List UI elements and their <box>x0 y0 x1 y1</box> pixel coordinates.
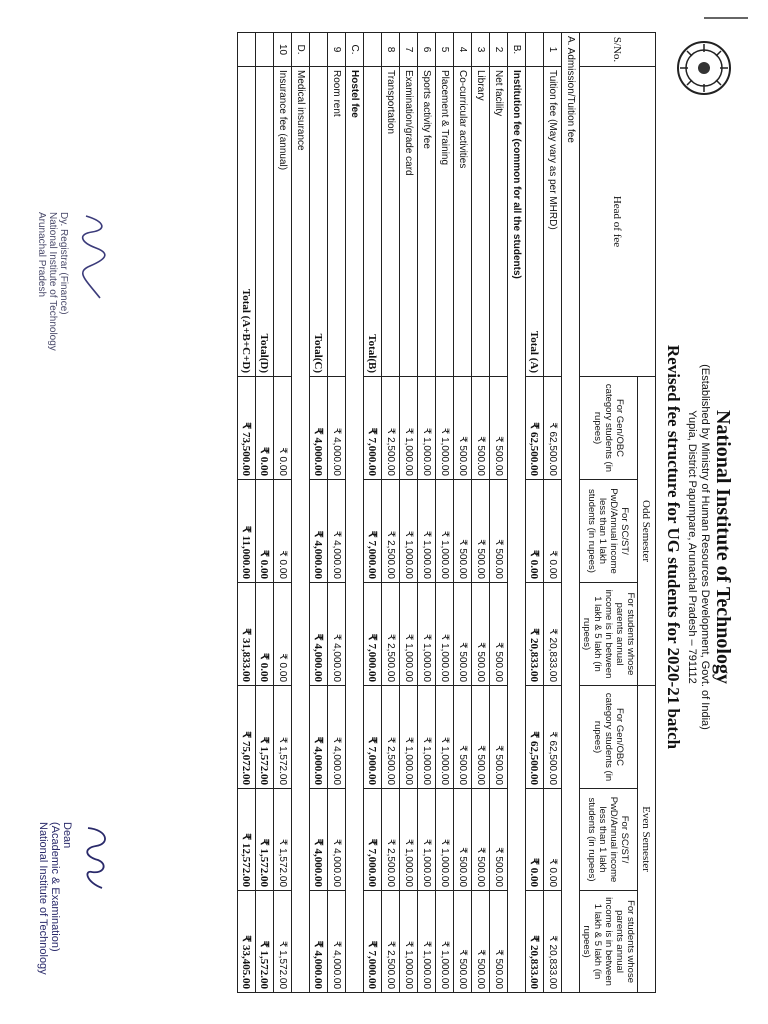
row-number: 6 <box>418 33 436 67</box>
odd-income-header: For students whose parents annual income is in between 1 lakh & 5 lakh (in rupees) <box>580 583 638 686</box>
grand-total-label: Total (A+B+C+D) <box>238 67 256 377</box>
total-value: ₹ 1,572.00 <box>256 891 274 993</box>
row-number: 4 <box>454 33 472 67</box>
odd-gen-obc-header: For Gen/OBC category students (in rupees) <box>580 377 638 480</box>
table-row <box>436 33 454 993</box>
total-value: ₹ 0.00 <box>526 480 544 583</box>
section-d-row <box>292 33 310 993</box>
even-income-header: For students whose parents annual income is in between 1 lakh & 5 lakh (in rupees) <box>580 891 638 993</box>
total-value: ₹ 0.00 <box>256 583 274 686</box>
address-line: Yupia, District Papumpare, Arunachal Pradesh – 791112 <box>686 410 698 684</box>
fee-head: Sports activity fee <box>418 67 436 377</box>
dean-institute: National Institute of Technology <box>37 822 49 975</box>
total-label: Total (A) <box>526 67 544 377</box>
fee-head: Library <box>472 67 490 377</box>
fee-value: ₹ 1,000.00 <box>418 583 436 686</box>
institute-name: National Institute of Technology <box>712 410 734 684</box>
column-sno: S/No. <box>580 33 656 67</box>
table-header-row <box>638 33 656 993</box>
document-header <box>656 22 734 1002</box>
fee-head: Placement & Training <box>436 67 454 377</box>
section-d-number: D. <box>292 33 310 67</box>
grand-total-value: ₹ 11,000.00 <box>238 480 256 583</box>
institute-seal-icon <box>676 40 732 96</box>
total-b-row <box>364 33 382 993</box>
fee-value: ₹ 1,000.00 <box>436 480 454 583</box>
scan-edge-mark <box>704 17 748 19</box>
signatory-institute: National Institute of Technology <box>47 212 58 351</box>
total-value: ₹ 20,833.00 <box>526 891 544 993</box>
section-c-row <box>346 33 364 993</box>
total-value: ₹ 7,000.00 <box>364 686 382 789</box>
total-value: ₹ 62,500.00 <box>526 377 544 480</box>
section-d-label: Medical insurance <box>292 67 310 993</box>
table-row <box>328 33 346 993</box>
table-row <box>400 33 418 993</box>
row-number: 5 <box>436 33 454 67</box>
fee-value: ₹ 62,500.00 <box>544 377 562 480</box>
fee-value: ₹ 0.00 <box>274 377 292 480</box>
fee-value: ₹ 2,500.00 <box>382 480 400 583</box>
grand-total-value: ₹ 33,405.00 <box>238 891 256 993</box>
total-label: Total(D) <box>256 67 274 377</box>
fee-value: ₹ 500.00 <box>490 686 508 789</box>
fee-value: ₹ 4,000.00 <box>328 480 346 583</box>
fee-value: ₹ 500.00 <box>472 480 490 583</box>
table-row <box>544 33 562 993</box>
fee-head: Room rent <box>328 67 346 377</box>
total-value: ₹ 4,000.00 <box>310 583 328 686</box>
fee-value: ₹ 4,000.00 <box>328 686 346 789</box>
finance-signature-block <box>36 212 114 442</box>
total-value: ₹ 0.00 <box>526 789 544 891</box>
fee-head: Insurance fee (annual) <box>274 67 292 377</box>
fee-structure-table <box>237 32 656 993</box>
total-value: ₹ 4,000.00 <box>310 789 328 891</box>
grand-total-value: ₹ 75,072.00 <box>238 686 256 789</box>
fee-value: ₹ 1,000.00 <box>418 377 436 480</box>
table-row <box>454 33 472 993</box>
fee-head: Co-curricular activities <box>454 67 472 377</box>
signatory-location: Arunachal Pradesh <box>36 212 47 298</box>
fee-value: ₹ 1,572.00 <box>274 686 292 789</box>
table-row <box>274 33 292 993</box>
handwritten-signature-icon <box>74 212 114 302</box>
establishment-line: (Established by Ministry of Human Resources Development, Govt. of India) <box>699 364 711 730</box>
fee-value: ₹ 500.00 <box>454 583 472 686</box>
total-value: ₹ 0.00 <box>256 480 274 583</box>
total-value: ₹ 1,572.00 <box>256 686 274 789</box>
fee-value: ₹ 4,000.00 <box>328 891 346 993</box>
fee-value: ₹ 500.00 <box>454 480 472 583</box>
table-row <box>490 33 508 993</box>
fee-value: ₹ 1,000.00 <box>400 377 418 480</box>
dean-signature-block <box>34 822 114 992</box>
fee-value: ₹ 1,000.00 <box>436 891 454 993</box>
total-label: Total(C) <box>310 67 328 377</box>
row-number: 9 <box>328 33 346 67</box>
fee-value: ₹ 1,572.00 <box>274 891 292 993</box>
section-a-label: A. Admission/Tuition fee <box>562 33 580 993</box>
fee-value: ₹ 500.00 <box>472 789 490 891</box>
even-gen-obc-header: For Gen/OBC category students (in rupees) <box>580 686 638 789</box>
fee-value: ₹ 500.00 <box>454 686 472 789</box>
fee-value: ₹ 500.00 <box>454 377 472 480</box>
dean-title: Dean <box>61 822 73 849</box>
fee-head: Net facility <box>490 67 508 377</box>
section-c-number: C. <box>346 33 364 67</box>
total-value: ₹ 4,000.00 <box>310 686 328 789</box>
total-value: ₹ 4,000.00 <box>310 377 328 480</box>
row-number: 10 <box>274 33 292 67</box>
fee-value: ₹ 20,833.00 <box>544 891 562 993</box>
fee-value: ₹ 0.00 <box>274 583 292 686</box>
fee-value: ₹ 2,500.00 <box>382 789 400 891</box>
fee-value: ₹ 1,000.00 <box>418 480 436 583</box>
odd-sc-st-header: For SC/ST/ PwD/Annual income less than 1 lakh students (in rupees) <box>580 480 638 583</box>
fee-value: ₹ 0.00 <box>274 480 292 583</box>
fee-value: ₹ 1,000.00 <box>436 583 454 686</box>
total-value: ₹ 7,000.00 <box>364 891 382 993</box>
total-c-row <box>310 33 328 993</box>
fee-value: ₹ 1,000.00 <box>418 686 436 789</box>
fee-value: ₹ 2,500.00 <box>382 891 400 993</box>
fee-value: ₹ 500.00 <box>490 891 508 993</box>
total-a-row <box>526 33 544 993</box>
fee-value: ₹ 500.00 <box>490 583 508 686</box>
total-value: ₹ 4,000.00 <box>310 480 328 583</box>
total-value: ₹ 7,000.00 <box>364 377 382 480</box>
fee-value: ₹ 4,000.00 <box>328 377 346 480</box>
total-label: Total(B) <box>364 67 382 377</box>
document-title: Revised fee structure for UG students for 2020-21 batch <box>664 344 683 750</box>
fee-value: ₹ 1,000.00 <box>400 891 418 993</box>
total-value: ₹ 4,000.00 <box>310 891 328 993</box>
fee-value: ₹ 2,500.00 <box>382 583 400 686</box>
fee-value: ₹ 1,000.00 <box>418 789 436 891</box>
row-number: 3 <box>472 33 490 67</box>
fee-value: ₹ 500.00 <box>472 583 490 686</box>
signatory-title: Dy. Registrar (Finance) <box>58 212 69 315</box>
row-number: 2 <box>490 33 508 67</box>
fee-value: ₹ 0.00 <box>544 789 562 891</box>
fee-head: Examination/grade card <box>400 67 418 377</box>
row-number: 7 <box>400 33 418 67</box>
total-value: ₹ 7,000.00 <box>364 583 382 686</box>
grand-total-value: ₹ 31,833.00 <box>238 583 256 686</box>
fee-value: ₹ 500.00 <box>472 891 490 993</box>
column-head-of-fee: Head of fee <box>580 67 656 377</box>
total-value: ₹ 0.00 <box>256 377 274 480</box>
table-row <box>418 33 436 993</box>
total-value: ₹ 62,500.00 <box>526 686 544 789</box>
fee-value: ₹ 1,572.00 <box>274 789 292 891</box>
table-row <box>472 33 490 993</box>
odd-semester-header: Odd Semester <box>638 377 656 686</box>
section-b-number: B. <box>508 33 526 67</box>
fee-head: Tuition fee (May vary as per MHRD) <box>544 67 562 377</box>
grand-total-row <box>238 33 256 993</box>
section-b-row <box>508 33 526 993</box>
fee-document-page <box>34 22 734 1002</box>
section-c-label: Hostel fee <box>346 67 364 993</box>
grand-total-value: ₹ 12,572.00 <box>238 789 256 891</box>
fee-value: ₹ 0.00 <box>544 480 562 583</box>
total-value: ₹ 7,000.00 <box>364 480 382 583</box>
section-a-row <box>562 33 580 993</box>
fee-value: ₹ 1,000.00 <box>400 583 418 686</box>
even-semester-header: Even Semester <box>638 686 656 993</box>
fee-value: ₹ 500.00 <box>490 377 508 480</box>
row-number: 1 <box>544 33 562 67</box>
fee-value: ₹ 1,000.00 <box>436 789 454 891</box>
fee-value: ₹ 1,000.00 <box>436 686 454 789</box>
fee-value: ₹ 1,000.00 <box>400 480 418 583</box>
grand-total-value: ₹ 73,500.00 <box>238 377 256 480</box>
fee-value: ₹ 500.00 <box>472 686 490 789</box>
row-number: 8 <box>382 33 400 67</box>
fee-head: Transportation <box>382 67 400 377</box>
fee-value: ₹ 500.00 <box>490 480 508 583</box>
fee-value: ₹ 1,000.00 <box>436 377 454 480</box>
fee-value: ₹ 1,000.00 <box>400 789 418 891</box>
total-value: ₹ 20,833.00 <box>526 583 544 686</box>
section-b-label: Institution fee (common for all the students) <box>508 67 526 993</box>
fee-value: ₹ 1,000.00 <box>418 891 436 993</box>
fee-value: ₹ 4,000.00 <box>328 789 346 891</box>
fee-value: ₹ 2,500.00 <box>382 686 400 789</box>
total-value: ₹ 1,572.00 <box>256 789 274 891</box>
dean-department: (Academic & Examination) <box>49 822 61 952</box>
handwritten-signature-icon <box>78 822 114 892</box>
fee-value: ₹ 4,000.00 <box>328 583 346 686</box>
table-row <box>382 33 400 993</box>
fee-value: ₹ 500.00 <box>472 377 490 480</box>
even-sc-st-header: For SC/ST/ PwD/Annual income less than 1 lakh students (in rupees) <box>580 789 638 891</box>
fee-value: ₹ 500.00 <box>454 891 472 993</box>
fee-value: ₹ 62,500.00 <box>544 686 562 789</box>
total-d-row <box>256 33 274 993</box>
fee-value: ₹ 500.00 <box>454 789 472 891</box>
fee-value: ₹ 1,000.00 <box>400 686 418 789</box>
total-value: ₹ 7,000.00 <box>364 789 382 891</box>
fee-value: ₹ 2,500.00 <box>382 377 400 480</box>
fee-value: ₹ 500.00 <box>490 789 508 891</box>
fee-value: ₹ 20,833.00 <box>544 583 562 686</box>
